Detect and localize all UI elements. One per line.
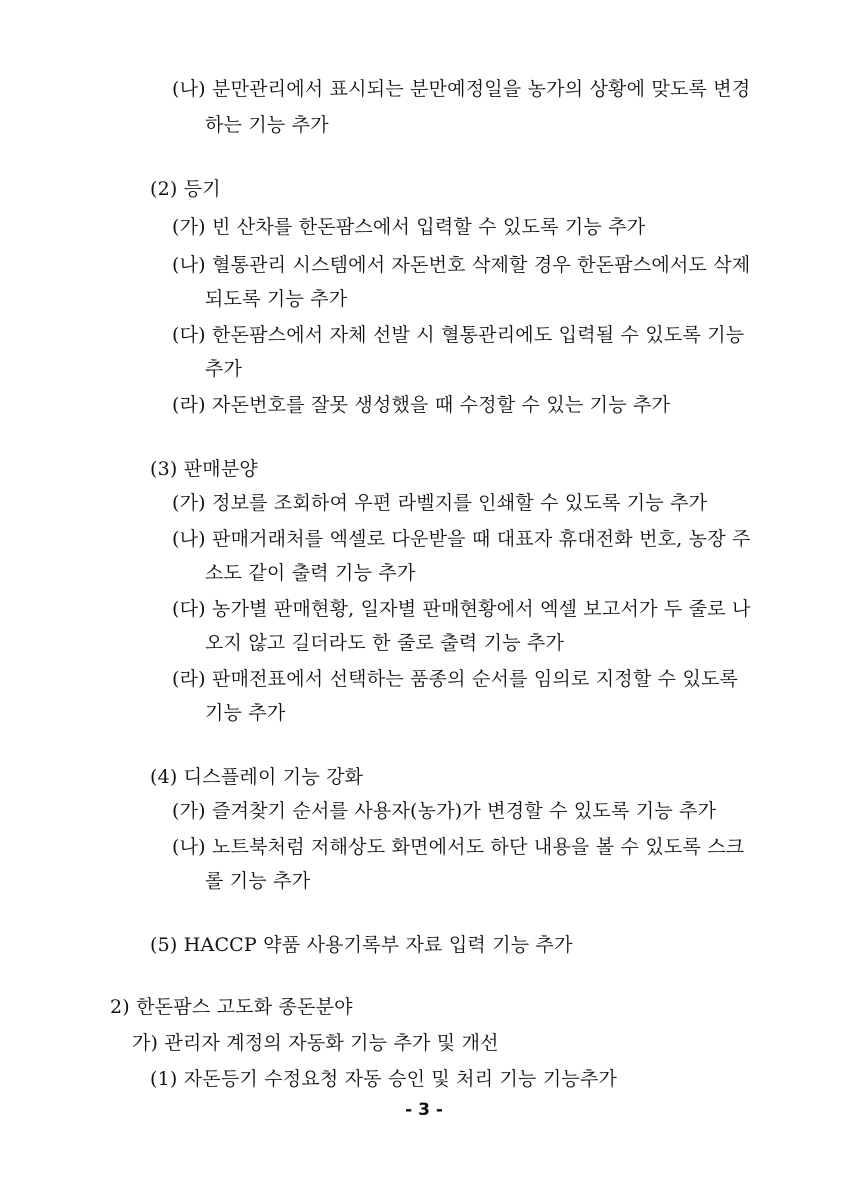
section-registration-heading: (2) 등기 bbox=[150, 178, 221, 200]
item-na-excel-download: (나) 판매거래처를 엑셀로 다운받을 때 대표자 휴대전화 번호, 농장 주 bbox=[172, 528, 751, 550]
item-na-delete-piglet-cont: 되도록 기능 추가 bbox=[205, 288, 348, 310]
item-da-excel-report: (다) 농가별 판매현황, 일자별 판매현황에서 엑셀 보고서가 두 줄로 나 bbox=[172, 598, 751, 620]
item-ra-breed-order-cont: 기능 추가 bbox=[205, 702, 286, 724]
item-na-scroll: (나) 노트북처럼 저해상도 화면에서도 하단 내용을 볼 수 있도록 스크 bbox=[172, 836, 745, 858]
page-number: - 3 - bbox=[405, 1100, 443, 1120]
section-sales-heading: (3) 판매분양 bbox=[150, 458, 258, 480]
item-auto-approval: (1) 자돈등기 수정요청 자동 승인 및 처리 기능 기능추가 bbox=[150, 1068, 618, 1090]
section-display-heading: (4) 디스플레이 기능 강화 bbox=[150, 766, 364, 788]
item-na-delete-piglet: (나) 혈통관리 시스템에서 자돈번호 삭제할 경우 한돈팜스에서도 삭제 bbox=[172, 254, 751, 276]
item-ga-postal-label: (가) 정보를 조회하여 우편 라벨지를 인쇄할 수 있도록 기능 추가 bbox=[172, 492, 708, 514]
section-breeding-heading: 2) 한돈팜스 고도화 종돈분야 bbox=[110, 996, 353, 1018]
item-na-excel-download-cont: 소도 같이 출력 기능 추가 bbox=[205, 562, 416, 584]
item-na-calving: (나) 분만관리에서 표시되는 분만예정일을 농가의 상황에 맞도록 변경 bbox=[172, 78, 751, 100]
section-haccp-heading: (5) HACCP 약품 사용기록부 자료 입력 기능 추가 bbox=[150, 934, 573, 956]
item-na-scroll-cont: 롤 기능 추가 bbox=[205, 870, 311, 892]
item-ra-fix-piglet-number: (라) 자돈번호를 잘못 생성했을 때 수정할 수 있는 기능 추가 bbox=[172, 394, 671, 416]
item-na-calving-cont: 하는 기능 추가 bbox=[205, 114, 329, 136]
item-da-self-selection: (다) 한돈팜스에서 자체 선발 시 혈통관리에도 입력될 수 있도록 기능 bbox=[172, 324, 745, 346]
item-ra-breed-order: (라) 판매전표에서 선택하는 품종의 순서를 임의로 지정할 수 있도록 bbox=[172, 668, 739, 690]
item-da-self-selection-cont: 추가 bbox=[205, 358, 243, 380]
item-da-excel-report-cont: 오지 않고 길더라도 한 줄로 출력 기능 추가 bbox=[205, 632, 565, 654]
item-ga-favorites-order: (가) 즐겨찾기 순서를 사용자(농가)가 변경할 수 있도록 기능 추가 bbox=[172, 800, 717, 822]
subsection-admin-automation: 가) 관리자 계정의 자동화 기능 추가 및 개선 bbox=[132, 1032, 499, 1054]
item-ga-empty-parity: (가) 빈 산차를 한돈팜스에서 입력할 수 있도록 기능 추가 bbox=[172, 216, 646, 238]
